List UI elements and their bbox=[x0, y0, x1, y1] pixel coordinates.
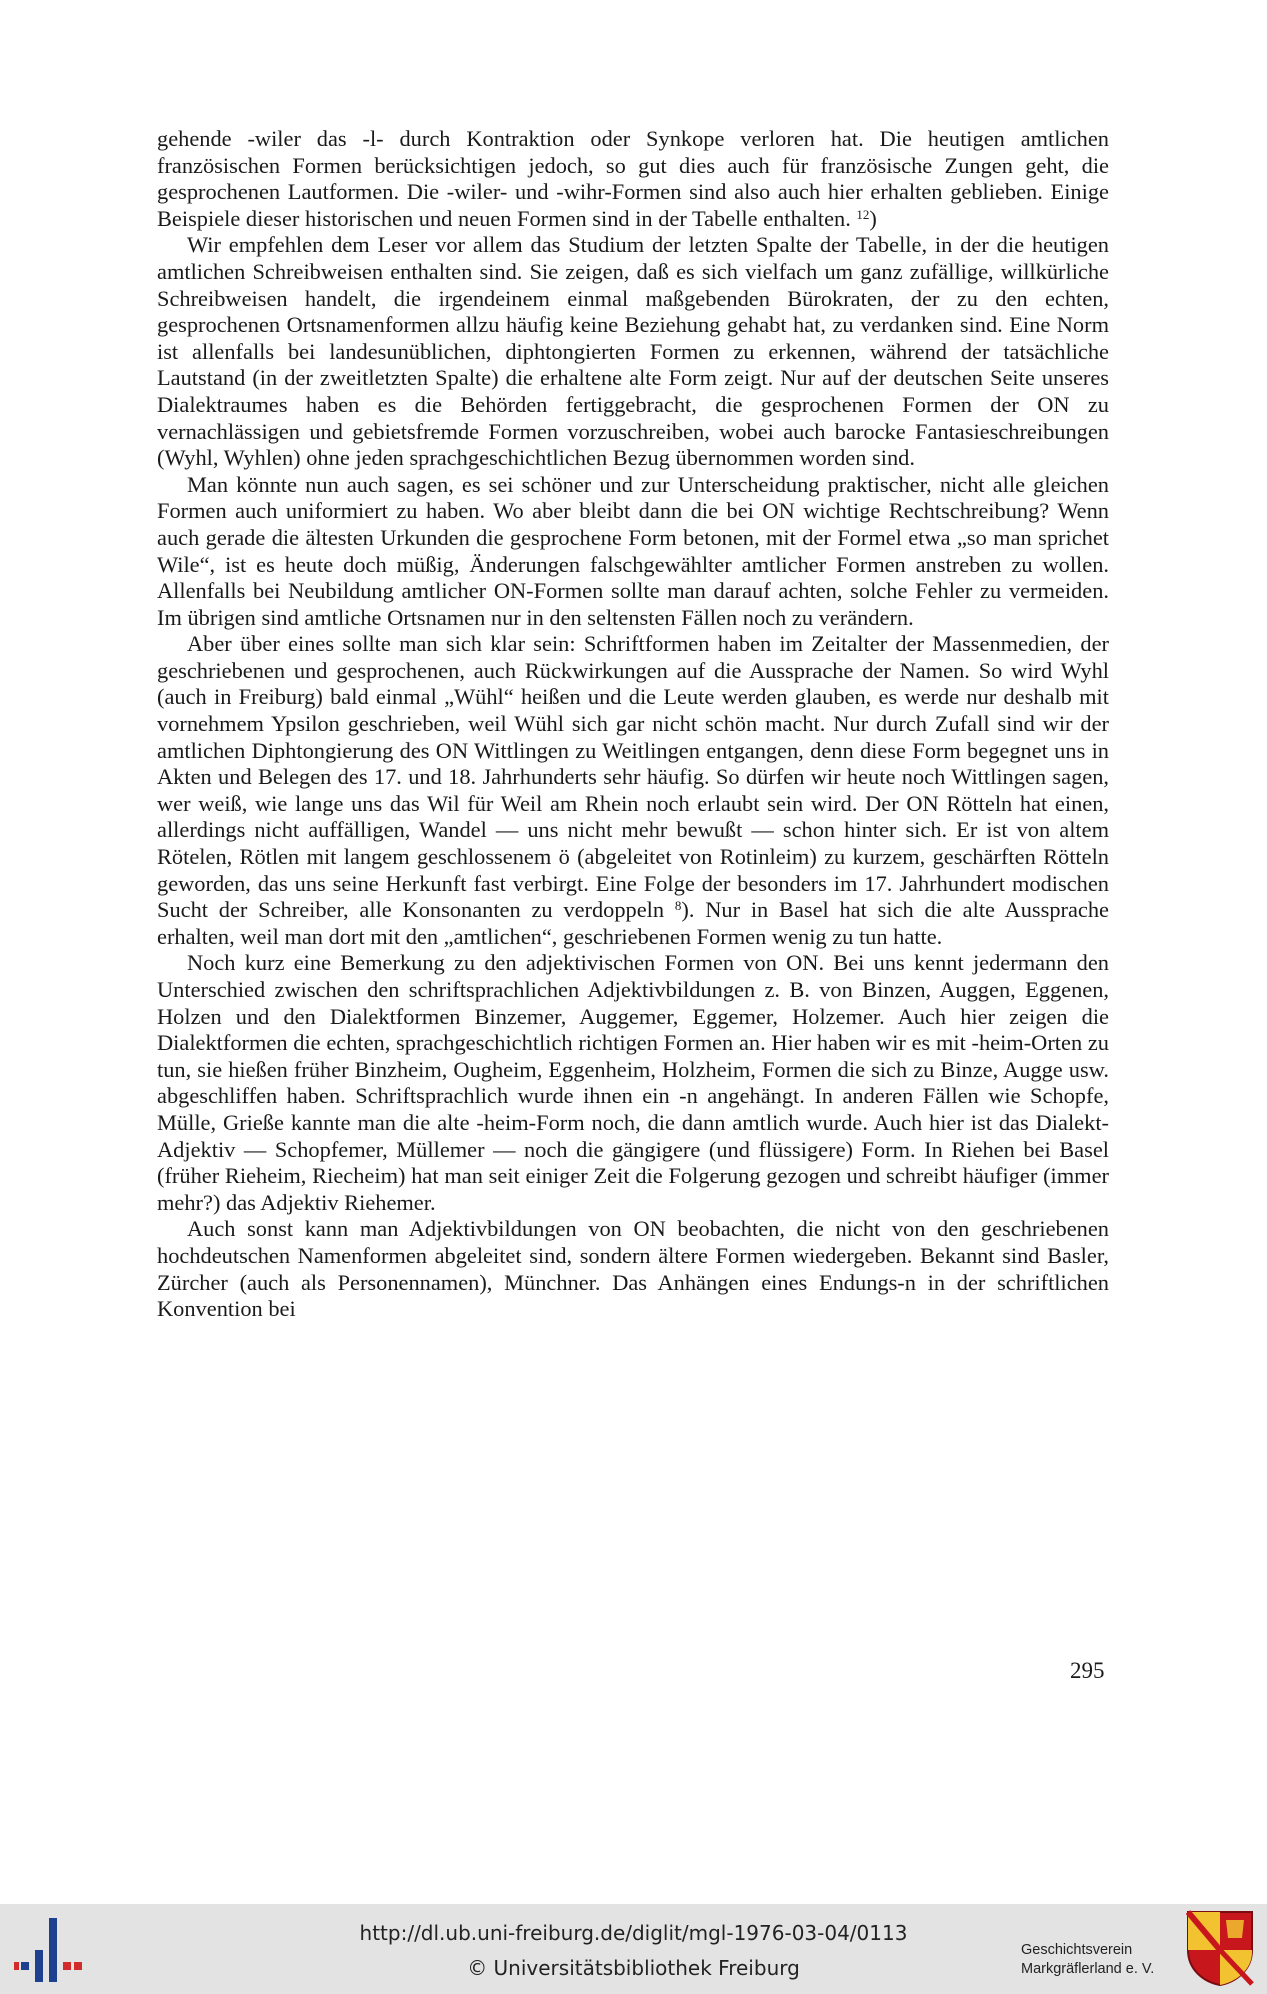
paragraph-5: Noch kurz eine Bemerkung zu den adjektivischen Formen von ON. Bei uns kennt jedermann den Unterschied zwischen den schriftsprachlichen Adjektivbildungen z. B. von Binzen, Auggen, Eggenen, Holzen und den Dialektformen Binzemer, Auggemer, Eggemer, Holzemer. Auch hier zeigen die Dialektformen die echten, sprachgeschichtlich richtigen Formen an. Hier haben wir es mit -heim-Orten zu tun, sie hießen früher Binzheim, Ougheim, Eggenheim, Holzheim, Formen die sich zu Binze, Augge usw. abgeschliffen haben. Schriftsprachlich wurde ihnen ein -n angehängt. In anderen Fällen wie Schopfe, Mülle, Grieße kannte man die alte -heim-Form noch, die dann amtlich wurde. Auch hier ist das Dialekt-Adjektiv — Schopfemer, Müllemer — noch die gängigere (und flüssigere) Form. In Riehen bei Basel (früher Rieheim, Riecheim) hat man seit einiger Zeit die Folgerung gezogen und schreibt häufiger (immer mehr?) das Adjektiv Riehemer. bbox=[157, 950, 1109, 1215]
footer-copyright: © Universitätsbibliothek Freiburg bbox=[467, 1956, 800, 1980]
paragraph-1-after: ) bbox=[869, 205, 877, 231]
document-body bbox=[157, 126, 1109, 1323]
paragraph-1-text: gehende -wiler das -l- durch Kontraktion oder Synkope verloren hat. Die heutigen amtlichen französischen Formen berücksichtigen jedoch, so gut dies auch für französische Zungen geht, die gesprochenen Lautformen. Die -wiler- und -wihr-Formen sind also auch hier erhalten geblieben. Einige Beispiele dieser historischen und neuen Formen sind in der Tabelle enthalten. bbox=[157, 126, 1109, 231]
paragraph-3: Man könnte nun auch sagen, es sei schöner und zur Unterscheidung praktischer, nicht alle gleichen Formen auch uniformiert zu haben. Wo aber bleibt dann die bei ON wichtige Rechtschreibung? Wenn auch gerade die ältesten Urkunden die gesprochene Form betonen, mit der Formel etwa „so man sprichet Wile“, ist es heute doch müßig, Änderungen falschgewählter amtlicher Formen anstreben zu wollen. Allenfalls bei Neubildung amtlicher ON-Formen sollte man darauf achten, solche Fehler zu vermeiden. Im übrigen sind amtliche Ortsnamen nur in den seltensten Fällen noch zu verändern. bbox=[157, 471, 1109, 630]
page-number: 295 bbox=[1070, 1658, 1105, 1683]
paragraph-4-text: Aber über eines sollte man sich klar sein: Schriftformen haben im Zeitalter der Massenmedien, der geschriebenen und gesprochenen, auch Rückwirkungen auf die Aussprache der Namen. So wird Wyhl (auch in Freiburg) bald einmal „Wühl“ heißen und die Leute werden glauben, es werde nur deshalb mit vornehmem Ypsilon geschrieben, weil Wühl sich gar nicht schön macht. Nur durch Zufall sind wir der amtlichen Diphtongierung des ON Wittlingen zu Weitlingen entgangen, denn diese Form begegnet uns in Akten und Belegen des 17. und 18. Jahrhunderts sehr häufig. So dürfen wir heute noch Wittlingen sagen, wer weiß, wie lange uns das Wil für Weil am Rhein noch erlaubt sein wird. Der ON Rötteln hat einen, allerdings nicht auffälligen, Wandel — uns nicht mehr bewußt — schon hinter sich. Er ist von altem Rötelen, Rötlen mit langem geschlossenem ö (abgeleitet von Rotinleim) zu kurzem, geschärften Rötteln geworden, das uns seine Herkunft fast verbirgt. Eine Folge der besonders im 17. Jahrhundert modischen Sucht der Schreiber, alle Konsonanten zu verdoppeln bbox=[157, 631, 1109, 923]
paragraph-4-after: ). Nur in Basel hat sich die alte Aussprache erhalten, weil man dort mit den „amtlichen“, geschriebenen Formen wenig zu tun hatte. bbox=[157, 897, 1109, 949]
footer-url-link[interactable]: http://dl.ub.uni-freiburg.de/diglit/mgl-1976-03-04/0113 bbox=[359, 1921, 908, 1945]
footnote-ref-8: 8 bbox=[674, 898, 682, 914]
society-name bbox=[1021, 1941, 1154, 1979]
paragraph-1 bbox=[157, 126, 1109, 232]
society-name-line-1: Geschichtsverein bbox=[1021, 1942, 1133, 1958]
society-name-line-2: Markgräflerland e. V. bbox=[1021, 1961, 1155, 1977]
paragraph-6: Auch sonst kann man Adjektivbildungen von ON beobachten, die nicht von den geschriebenen hochdeutschen Namenformen abgeleitet sind, sondern ältere Formen wiedergeben. Bekannt sind Basler, Zürcher (auch als Personennamen), Münchner. Das Anhängen eines Endungs-n in der schriftlichen Konvention bei bbox=[157, 1216, 1109, 1322]
footnote-ref-12: 12 bbox=[856, 206, 870, 222]
paragraph-4 bbox=[157, 631, 1109, 950]
coat-of-arms-icon bbox=[1186, 1910, 1254, 1986]
paragraph-2: Wir empfehlen dem Leser vor allem das Studium der letzten Spalte der Tabelle, in der die heutigen amtlichen Schreibweisen enthalten sind. Sie zeigen, daß es sich vielfach um ganz zufällige, willkürliche Schreibweisen handelt, die irgendeinem einmal maßgebenden Bürokraten, der zu den echten, gesprochenen Ortsnamenformen allzu häufig keine Beziehung gehabt hat, zu verdanken sind. Eine Norm ist allenfalls bei landesunüblichen, diphtongierten Formen zu erkennen, während der tatsächliche Lautstand (in der zweitletzten Spalte) die erhaltene alte Form zeigt. Nur auf der deutschen Seite unseres Dialektraumes haben es die Behörden fertiggebracht, die gesprochenen Formen der ON zu vernachlässigen und gebietsfremde Formen vorzuschreiben, wobei auch barocke Fantasieschreibungen (Wyhl, Wyhlen) ohne jeden sprachgeschichtlichen Bezug übernommen worden sind. bbox=[157, 232, 1109, 471]
